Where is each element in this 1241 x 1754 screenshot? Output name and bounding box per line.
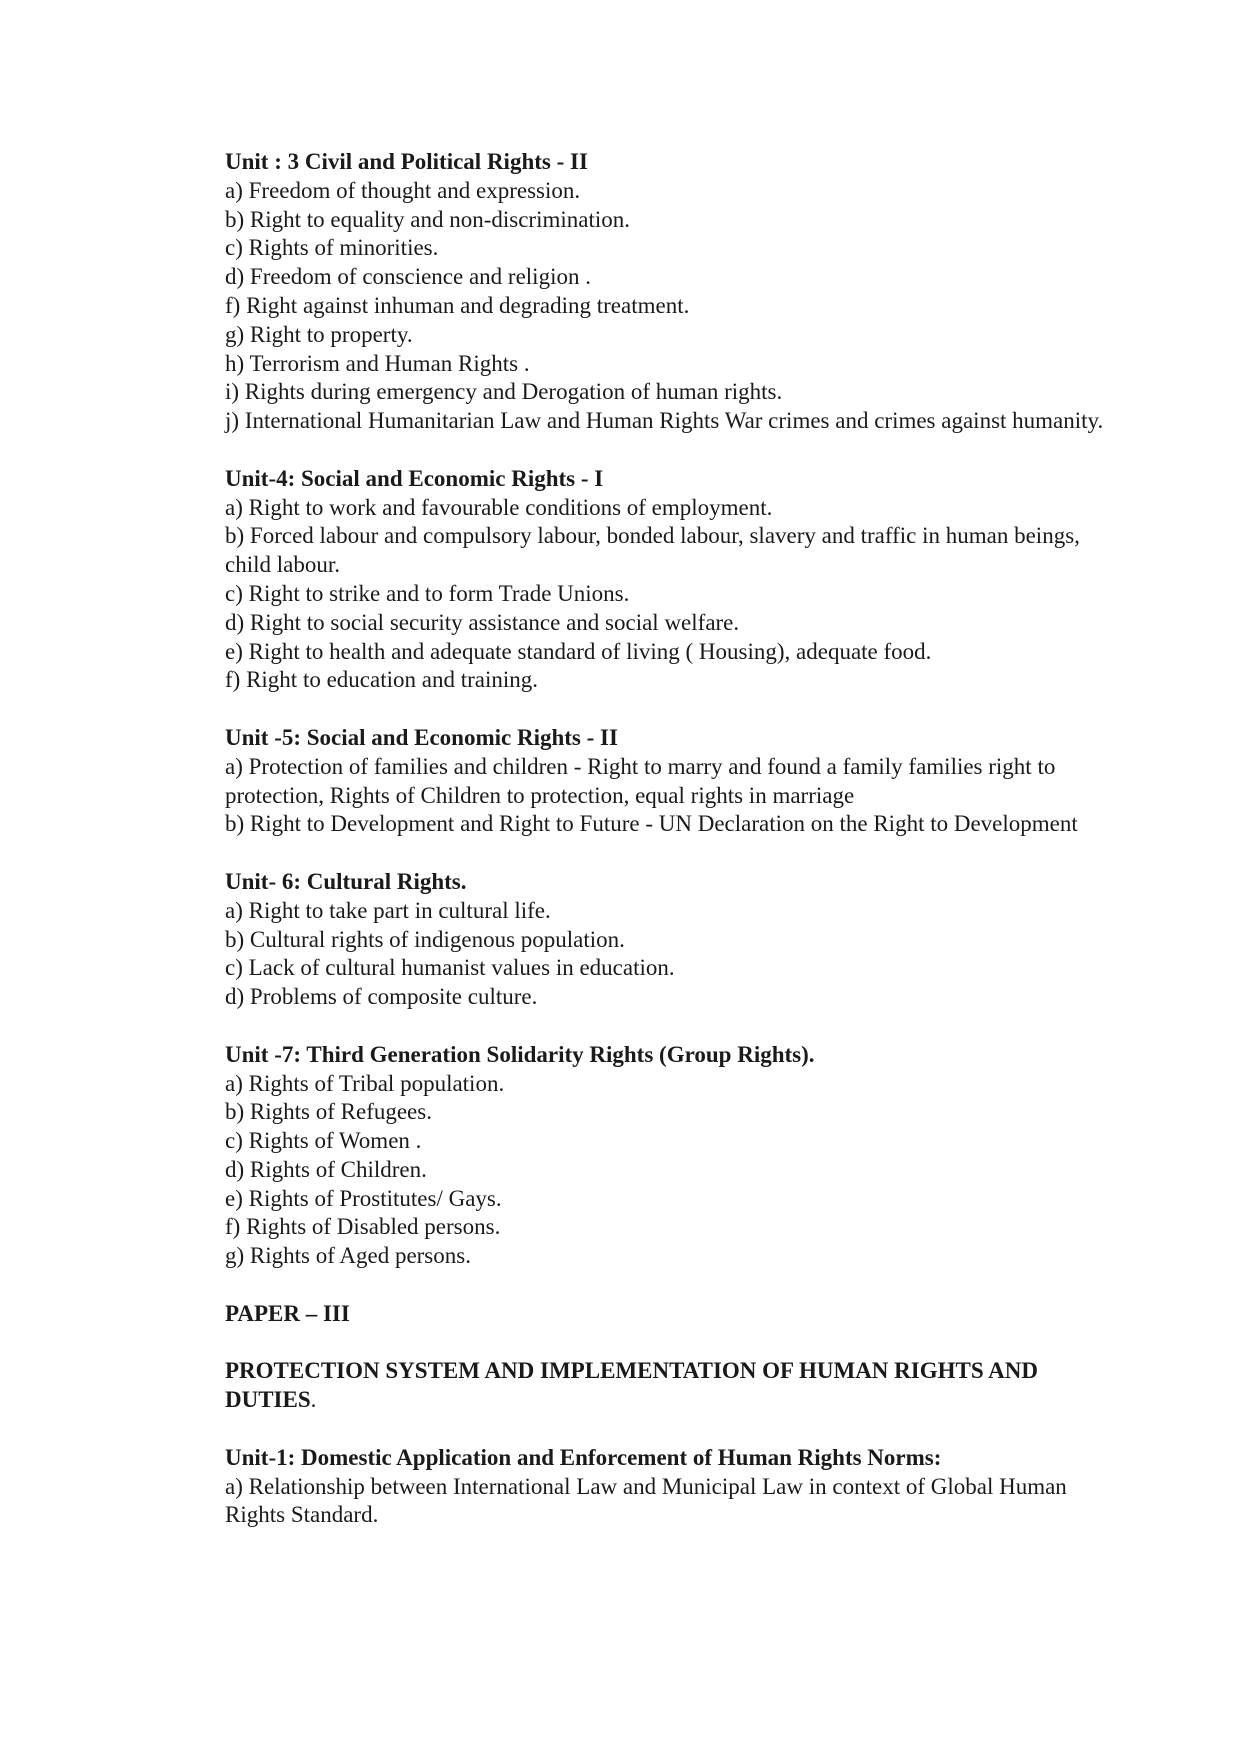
paper-title: [225, 1357, 1105, 1415]
list-item: f) Rights of Disabled persons.: [225, 1214, 501, 1240]
paper-label: PAPER – III: [225, 1300, 350, 1326]
list-item: b) Forced labour and compulsory labour, bonded labour, slavery and traffic in human beings, child labour.: [225, 523, 1080, 578]
section-heading: Unit-4: Social and Economic Rights - I: [225, 465, 604, 491]
list-item: f) Right against inhuman and degrading treatment.: [225, 292, 690, 318]
list-item: i) Rights during emergency and Derogation of human rights.: [225, 379, 783, 405]
list-item: c) Rights of minorities.: [225, 235, 439, 261]
paper-label-section: [225, 1300, 1105, 1329]
paper-title-text: PROTECTION SYSTEM AND IMPLEMENTATION OF HUMAN RIGHTS AND DUTIES: [225, 1358, 1038, 1413]
list-item: a) Rights of Tribal population.: [225, 1070, 505, 1096]
list-item: d) Problems of composite culture.: [225, 984, 538, 1010]
list-item: b) Rights of Refugees.: [225, 1099, 432, 1125]
section-heading: Unit- 6: Cultural Rights.: [225, 868, 467, 894]
unit-3-section: [225, 148, 1105, 436]
list-item: d) Right to social security assistance and social welfare.: [225, 609, 740, 635]
list-item: j) International Humanitarian Law and Human Rights War crimes and crimes against humanity.: [225, 408, 1104, 434]
list-item: a) Relationship between International Law and Municipal Law in context of Global Human Rights Standard.: [225, 1473, 1067, 1528]
list-item: b) Right to Development and Right to Future - UN Declaration on the Right to Development: [225, 811, 1078, 837]
list-item: b) Cultural rights of indigenous population.: [225, 926, 625, 952]
unit-4-section: [225, 465, 1105, 695]
list-item: c) Rights of Women .: [225, 1128, 422, 1154]
list-item: d) Freedom of conscience and religion .: [225, 264, 591, 290]
list-item: g) Right to property.: [225, 321, 413, 347]
paper-unit-1-section: [225, 1444, 1105, 1530]
list-item: g) Rights of Aged persons.: [225, 1243, 471, 1269]
list-item: a) Right to work and favourable conditions of employment.: [225, 494, 773, 520]
list-item: e) Rights of Prostitutes/ Gays.: [225, 1185, 502, 1211]
list-item: f) Right to education and training.: [225, 667, 538, 693]
section-heading: Unit-1: Domestic Application and Enforcement of Human Rights Norms:: [225, 1444, 942, 1470]
list-item: h) Terrorism and Human Rights .: [225, 350, 530, 376]
section-heading: Unit -5: Social and Economic Rights - II: [225, 724, 618, 750]
paper-title-tail: .: [310, 1387, 317, 1413]
unit-6-section: [225, 868, 1105, 1012]
list-item: a) Right to take part in cultural life.: [225, 897, 551, 923]
list-item: c) Lack of cultural humanist values in education.: [225, 955, 675, 981]
list-item: a) Protection of families and children - Right to marry and found a family families right to protection, Rights of Children to protection, equal rights in marriage: [225, 753, 1056, 808]
list-item: b) Right to equality and non-discrimination.: [225, 206, 630, 232]
paper-title-section: [225, 1357, 1105, 1415]
list-item: a) Freedom of thought and expression.: [225, 177, 581, 203]
unit-5-section: [225, 724, 1105, 839]
list-item: c) Right to strike and to form Trade Unions.: [225, 580, 630, 606]
document-page: [225, 148, 1105, 1530]
section-heading: Unit : 3 Civil and Political Rights - II: [225, 149, 588, 174]
list-item: d) Rights of Children.: [225, 1156, 427, 1182]
list-item: e) Right to health and adequate standard of living ( Housing), adequate food.: [225, 638, 932, 664]
section-heading: Unit -7: Third Generation Solidarity Rights (Group Rights).: [225, 1041, 815, 1067]
unit-7-section: [225, 1041, 1105, 1271]
